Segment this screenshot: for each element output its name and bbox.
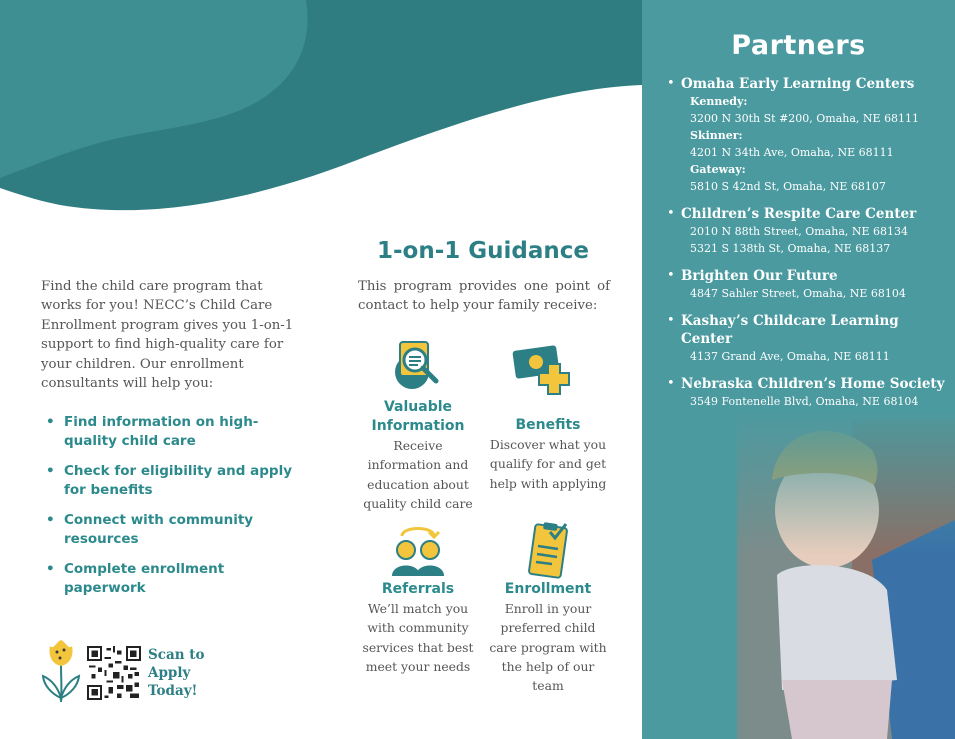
partner-item xyxy=(667,312,951,365)
bullet-dot: • xyxy=(667,376,675,391)
partner-item xyxy=(667,267,951,302)
service-text: Connect with community resources xyxy=(64,512,254,547)
services-list xyxy=(44,413,304,609)
card-description: Discover what you qualify for and get help with applying xyxy=(489,437,607,491)
service-item xyxy=(44,413,304,451)
bullet-dot: • xyxy=(46,512,55,528)
card-description: We’ll match you with community services that best meet your needs xyxy=(362,601,474,674)
qr-code[interactable] xyxy=(87,646,141,700)
information-magnifier-icon xyxy=(390,338,446,398)
partner-item xyxy=(667,205,951,257)
partner-address: 2010 N 88th Street, Omaha, NE 68134 xyxy=(690,225,909,238)
scan-to-apply-label xyxy=(148,646,208,700)
card-description: Enroll in your preferred child care program with the help of our team xyxy=(489,601,607,694)
clipboard-check-icon xyxy=(520,520,576,580)
partner-address: 3549 Fontenelle Blvd, Omaha, NE 68104 xyxy=(690,395,919,408)
partner-item xyxy=(667,375,951,410)
service-item xyxy=(44,560,304,598)
partner-name: Children’s Respite Care Center xyxy=(681,206,917,222)
decorative-wave-header xyxy=(0,0,642,230)
partner-address: 4137 Grand Ave, Omaha, NE 68111 xyxy=(690,350,890,363)
partner-address: 3200 N 30th St #200, Omaha, NE 68111 xyxy=(690,112,920,125)
service-text: Check for eligibility and apply for benefits xyxy=(64,463,293,498)
partner-address-block xyxy=(681,348,951,365)
partner-name: Brighten Our Future xyxy=(681,268,838,284)
bullet-dot: • xyxy=(667,76,675,91)
partner-address-block xyxy=(681,285,951,302)
benefit-card-enrollment xyxy=(485,520,611,695)
card-description: Receive information and education about quality child care xyxy=(363,438,473,511)
card-title: Referrals xyxy=(381,581,455,597)
benefit-card-benefits xyxy=(485,338,611,493)
card-title: Enrollment xyxy=(504,581,592,597)
bullet-dot: • xyxy=(46,561,55,577)
partner-address-block xyxy=(681,223,951,257)
location-label: Kennedy: xyxy=(690,95,748,108)
partner-address-block xyxy=(681,93,951,195)
partner-item xyxy=(667,75,951,195)
guidance-title: 1-on-1 Guidance xyxy=(376,238,589,264)
partners-panel xyxy=(642,0,955,739)
partner-name: Omaha Early Learning Centers xyxy=(681,76,915,92)
partner-address: 5321 S 138th St, Omaha, NE 68137 xyxy=(690,242,891,255)
scan-to-apply-text: Scan to Apply Today! xyxy=(148,647,205,699)
bullet-dot: • xyxy=(667,206,675,221)
card-title: Benefits xyxy=(515,417,581,433)
partner-name: Nebraska Children’s Home Society xyxy=(681,376,945,392)
intro-paragraph: Find the child care program that works for you! NECC’s Child Care Enrollment program gives you 1-on-1 support to find high-quality care for your children. Our enrollment consultants will help you: xyxy=(41,279,294,392)
people-referral-icon xyxy=(388,520,448,580)
bullet-dot: • xyxy=(667,313,675,328)
service-item xyxy=(44,462,304,500)
bullet-dot: • xyxy=(46,463,55,479)
partner-address-block xyxy=(681,393,951,410)
money-plus-icon xyxy=(508,338,588,398)
location-label: Gateway: xyxy=(690,163,746,176)
service-text: Complete enrollment paperwork xyxy=(64,561,225,596)
partner-address: 4847 Sahler Street, Omaha, NE 68104 xyxy=(690,287,906,300)
bullet-dot: • xyxy=(46,414,55,430)
guidance-intro: This program provides one point of contact to help your family receive: xyxy=(358,279,610,314)
partner-name: Kashay’s Childcare Learning Center xyxy=(681,313,899,347)
benefit-card-information xyxy=(355,338,481,513)
benefit-card-referrals xyxy=(355,520,481,676)
apply-qr-block xyxy=(40,636,230,706)
partner-address: 5810 S 42nd St, Omaha, NE 68107 xyxy=(690,180,886,193)
card-title: Valuable Information xyxy=(371,399,465,434)
partner-list xyxy=(667,75,951,420)
location-label: Skinner: xyxy=(690,129,743,142)
partners-title: Partners xyxy=(731,30,866,61)
service-item xyxy=(44,511,304,549)
service-text: Find information on high-quality child care xyxy=(64,414,259,449)
bullet-dot: • xyxy=(667,268,675,283)
flower-icon xyxy=(40,636,82,704)
partner-address: 4201 N 34th Ave, Omaha, NE 68111 xyxy=(690,146,894,159)
